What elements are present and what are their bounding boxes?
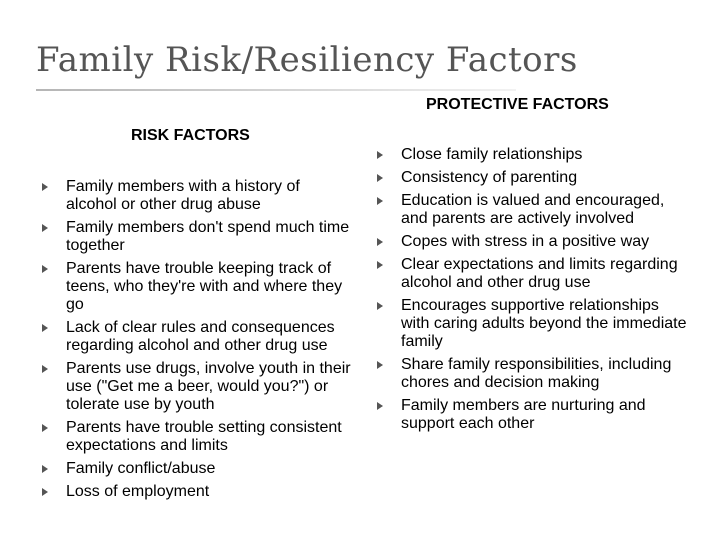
triangle-right-icon <box>42 424 48 432</box>
triangle-right-icon <box>42 465 48 473</box>
list-item-text: Loss of employment <box>66 483 210 500</box>
risk-factors-heading: RISK FACTORS <box>131 127 250 144</box>
protective-factors-list <box>377 146 687 438</box>
triangle-right-icon <box>42 265 48 273</box>
list-item-text: Encourages supportive relationships with caring adults beyond the immediate family <box>401 297 687 350</box>
list-item <box>42 319 352 355</box>
triangle-right-icon <box>377 238 383 246</box>
triangle-right-icon <box>377 361 383 369</box>
list-item-text: Consistency of parenting <box>401 169 578 186</box>
list-item-text: Share family responsibilities, including chores and decision making <box>401 356 672 391</box>
list-item-text: Education is valued and encouraged, and parents are actively involved <box>401 192 665 227</box>
list-item <box>42 460 352 478</box>
list-item <box>42 260 352 314</box>
list-item-text: Family members with a history of alcohol or other drug abuse <box>66 178 300 213</box>
triangle-right-icon <box>42 365 48 373</box>
list-item-text: Parents have trouble setting consistent expectations and limits <box>66 419 342 454</box>
triangle-right-icon <box>377 197 383 205</box>
triangle-right-icon <box>42 224 48 232</box>
triangle-right-icon <box>42 324 48 332</box>
list-item <box>377 397 687 433</box>
list-item-text: Lack of clear rules and consequences regarding alcohol and other drug use <box>66 319 335 354</box>
triangle-right-icon <box>377 261 383 269</box>
title-divider <box>36 89 516 91</box>
list-item <box>42 419 352 455</box>
risk-factors-list <box>42 178 352 506</box>
list-item-text: Family members are nurturing and support each other <box>401 397 646 432</box>
triangle-right-icon <box>42 183 48 191</box>
list-item <box>377 297 687 351</box>
list-item <box>42 360 352 414</box>
list-item-text: Parents have trouble keeping track of teens, who they're with and where they go <box>66 260 343 313</box>
list-item <box>42 219 352 255</box>
list-item-text: Close family relationships <box>401 146 583 163</box>
list-item-text: Family members don't spend much time together <box>66 219 350 254</box>
protective-factors-heading: PROTECTIVE FACTORS <box>426 96 609 113</box>
list-item <box>377 146 687 164</box>
triangle-right-icon <box>377 151 383 159</box>
list-item <box>377 169 687 187</box>
triangle-right-icon <box>377 402 383 410</box>
list-item-text: Clear expectations and limits regarding alcohol and other drug use <box>401 256 678 291</box>
list-item <box>377 256 687 292</box>
list-item-text: Copes with stress in a positive way <box>401 233 650 250</box>
triangle-right-icon <box>377 174 383 182</box>
slide-title: Family Risk/Resiliency Factors <box>36 40 578 80</box>
list-item <box>42 178 352 214</box>
list-item <box>42 483 352 501</box>
triangle-right-icon <box>42 488 48 496</box>
list-item <box>377 233 687 251</box>
list-item-text: Parents use drugs, involve youth in their use ("Get me a beer, would you?") or tolerate use by youth <box>66 360 351 413</box>
triangle-right-icon <box>377 302 383 310</box>
list-item <box>377 356 687 392</box>
list-item-text: Family conflict/abuse <box>66 460 216 477</box>
list-item <box>377 192 687 228</box>
